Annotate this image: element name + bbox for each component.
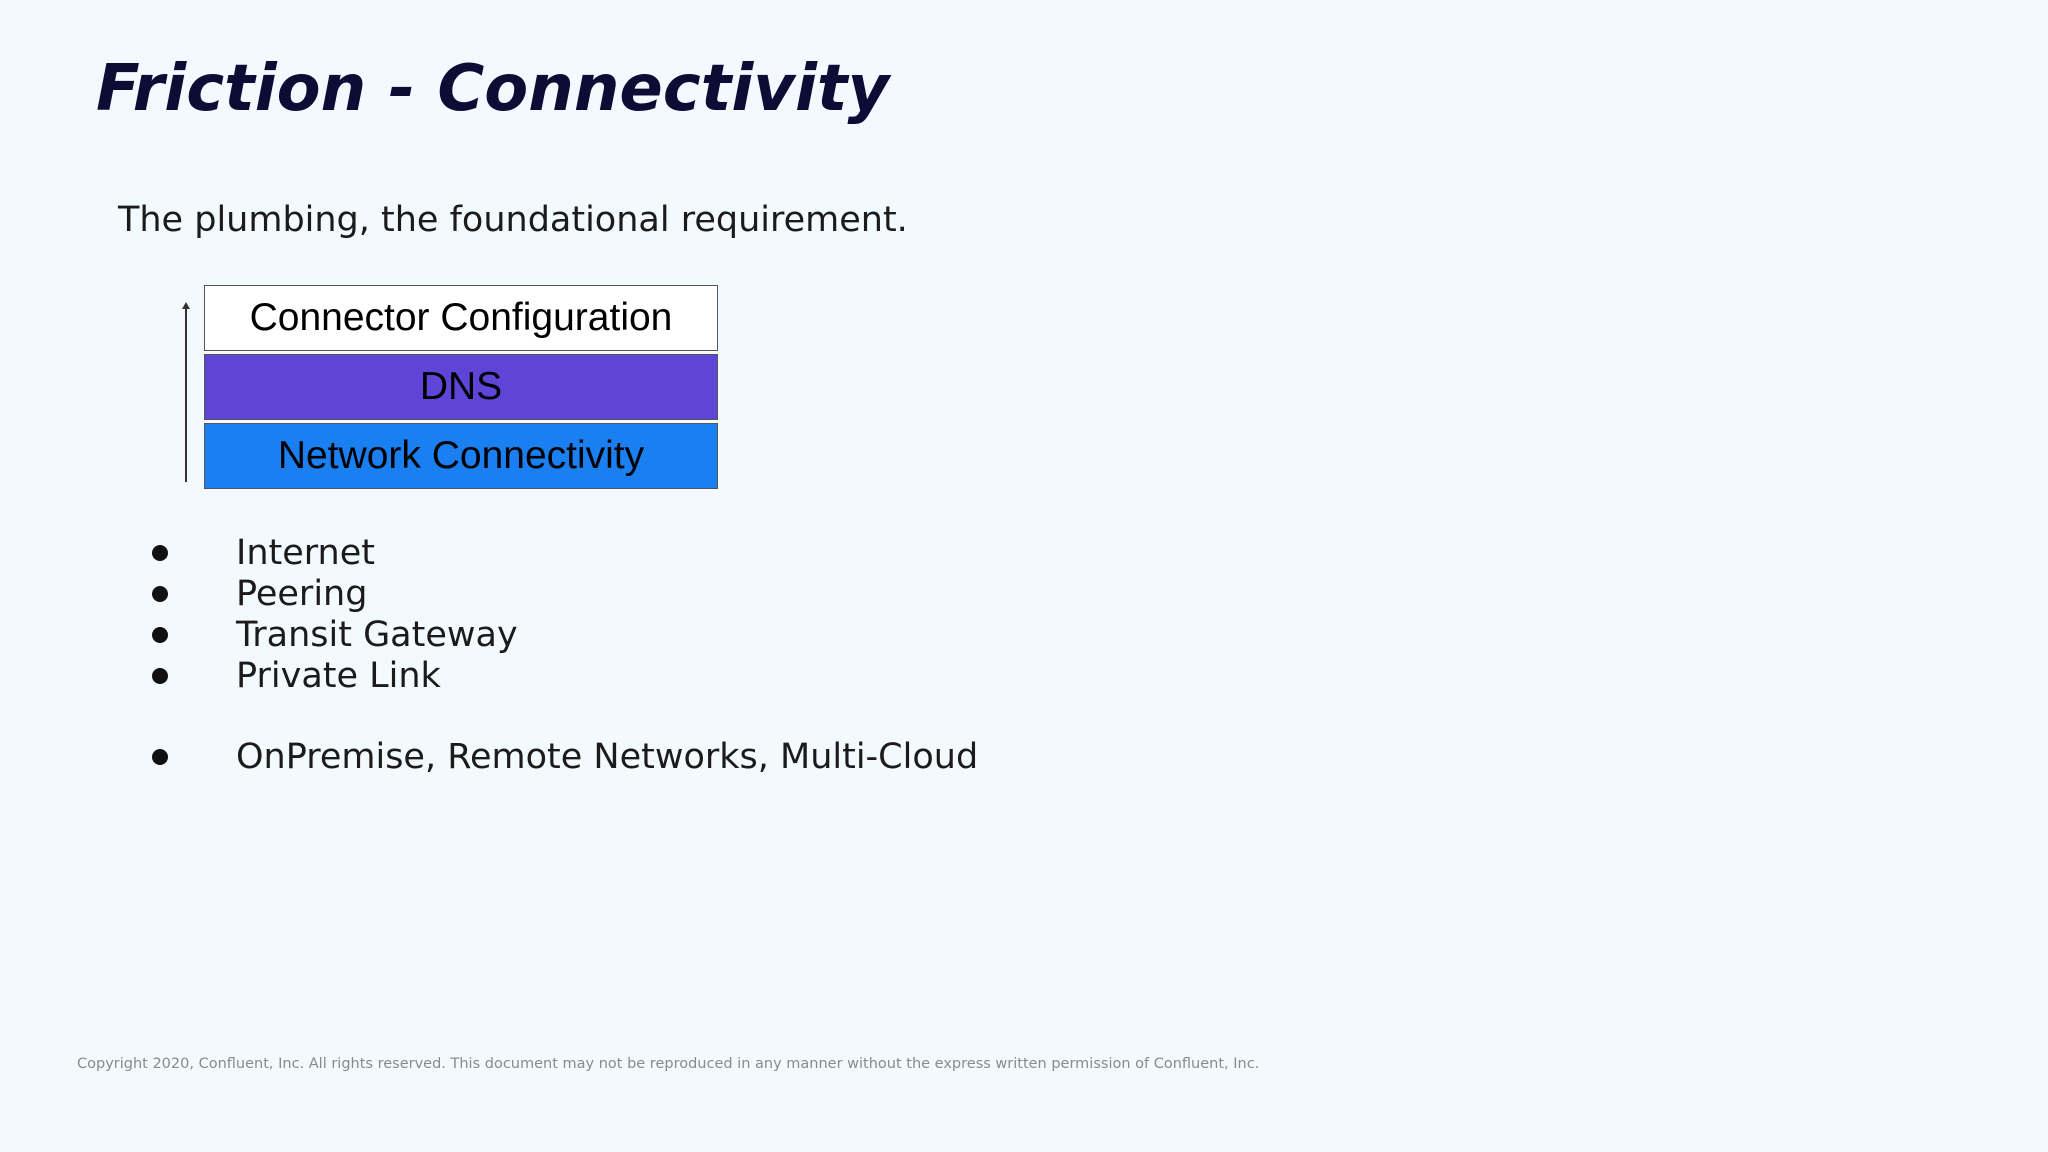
list-item xyxy=(148,655,441,697)
slide-title: Friction - Connectivity xyxy=(96,52,890,126)
layer-stack xyxy=(204,285,718,492)
list-item-label: Internet xyxy=(236,533,375,573)
bullet-dot-icon xyxy=(152,627,168,643)
bullet-dot-icon xyxy=(152,545,168,561)
bullet-dot-icon xyxy=(152,749,168,765)
list-item-label: Transit Gateway xyxy=(236,615,518,655)
list-item-label: OnPremise, Remote Networks, Multi-Cloud xyxy=(236,737,979,777)
list-item-label: Private Link xyxy=(236,656,441,696)
bullet-dot-icon xyxy=(152,668,168,684)
list-item xyxy=(148,736,978,778)
list-item-label: Peering xyxy=(236,574,368,614)
list-item xyxy=(148,532,375,574)
list-item xyxy=(148,614,518,656)
slide-subtitle: The plumbing, the foundational requirement. xyxy=(118,200,908,240)
layer-dns: DNS xyxy=(204,354,718,420)
layer-connector-configuration: Connector Configuration xyxy=(204,285,718,351)
copyright-footer: Copyright 2020, Confluent, Inc. All rights reserved. This document may not be reproduced in any manner without the express written permission of Confluent, Inc. xyxy=(77,1056,1260,1072)
layer-network-connectivity: Network Connectivity xyxy=(204,423,718,489)
list-item xyxy=(148,573,367,615)
up-arrow-icon xyxy=(185,308,187,482)
bullet-dot-icon xyxy=(152,586,168,602)
